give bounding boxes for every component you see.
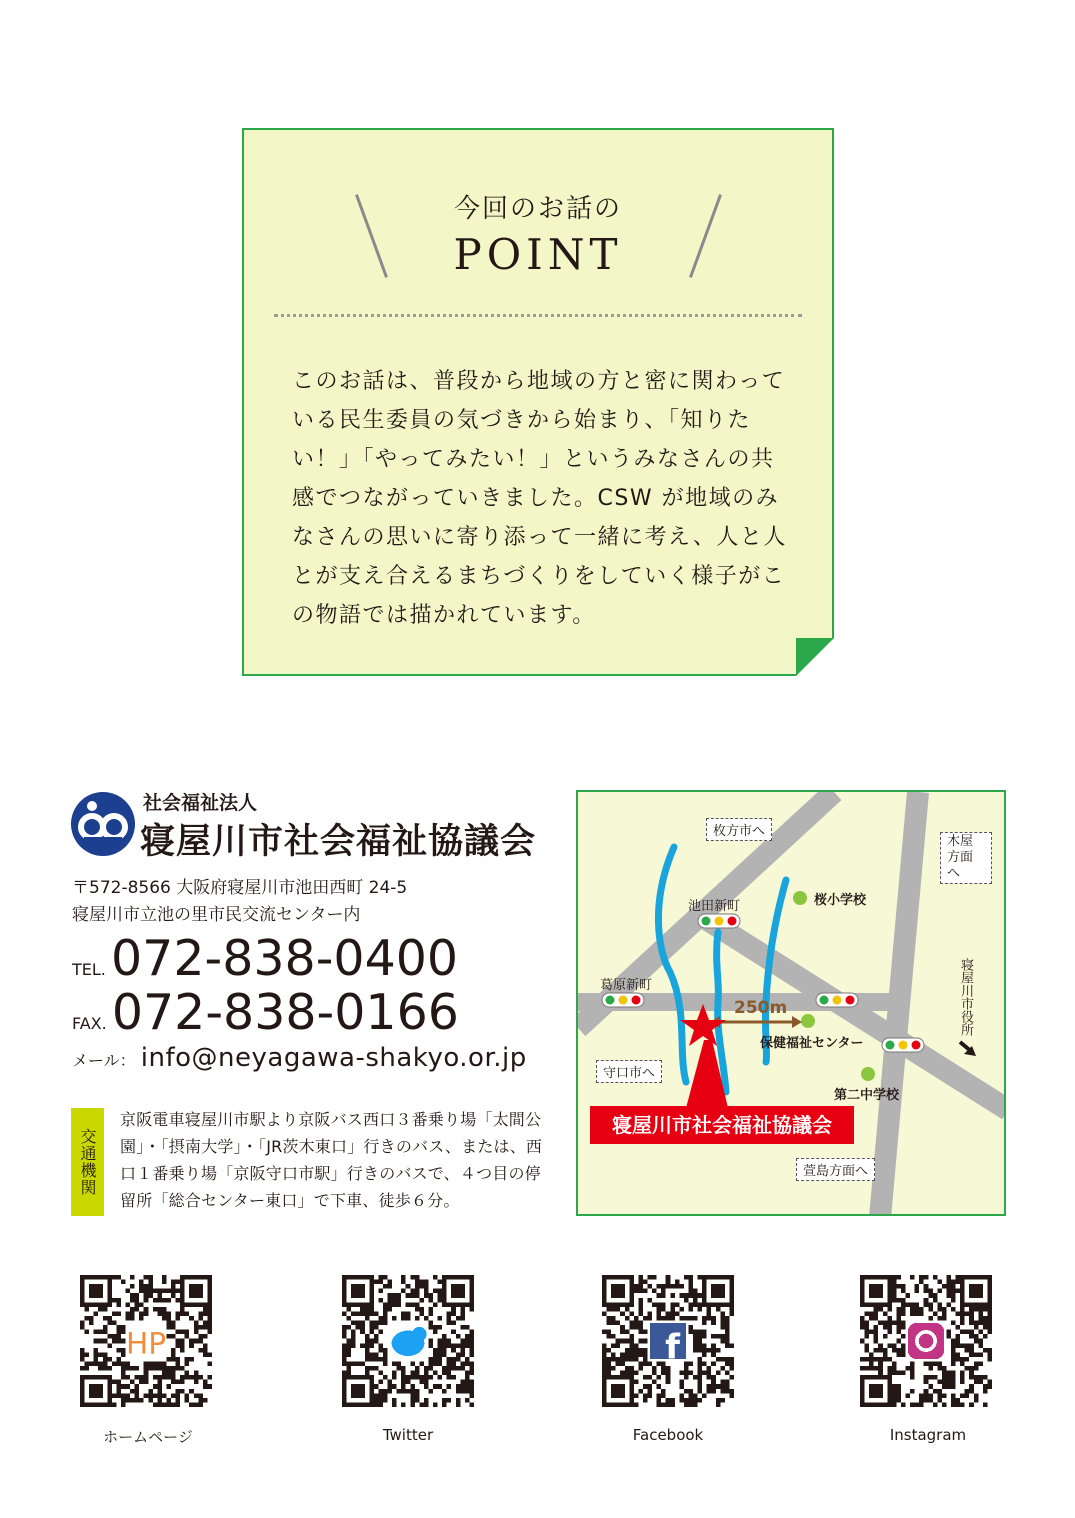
map-label-daini: 第二中学校	[834, 1088, 900, 1103]
qr-code-twitter[interactable]	[342, 1275, 474, 1407]
tel-label: TEL.	[72, 960, 106, 979]
traffic-light-icon	[816, 993, 858, 1007]
svg-text:f: f	[665, 1327, 680, 1368]
organization-logo	[70, 791, 136, 857]
map-label-hirakata: 枚方市へ	[706, 818, 772, 841]
point-subtitle: 今回のお話の	[453, 194, 622, 224]
mail-row	[72, 1043, 527, 1073]
map-label-kuzuhara: 葛原新町	[600, 978, 653, 993]
point-title: POINT	[453, 230, 623, 279]
map-label-ikedashinmachi: 池田新町	[688, 899, 741, 914]
center-marker	[801, 1014, 815, 1028]
school-marker	[861, 1067, 875, 1081]
traffic-light-icon	[698, 914, 740, 928]
dotted-divider	[274, 314, 802, 317]
fax-number: 072-838-0166	[111, 984, 459, 1041]
tel-number[interactable]: 072-838-0400	[110, 930, 459, 987]
fax-row	[72, 984, 459, 1041]
twitter-icon	[388, 1321, 429, 1362]
tel-row	[72, 930, 458, 987]
qr-code-instagram[interactable]	[860, 1275, 992, 1407]
qr-label: Twitter	[382, 1426, 434, 1444]
fax-label: FAX.	[72, 1014, 107, 1033]
qr-code-facebook[interactable]	[602, 1275, 734, 1407]
mail-address[interactable]: info@neyagawa-shakyo.or.jp	[140, 1043, 527, 1073]
school-marker	[793, 891, 807, 905]
qr-label: Instagram	[889, 1426, 967, 1444]
traffic-light-icon	[882, 1038, 924, 1052]
org-name: 寝屋川市社会福祉協議会	[140, 822, 537, 862]
instagram-icon	[906, 1321, 947, 1362]
qr-label: ホームページ	[103, 1428, 193, 1446]
svg-text:HP: HP	[125, 1326, 167, 1361]
point-body: このお話は、普段から地域の方と密に関わっている民生委員の気づきから始まり、「知りたい！」「やってみたい！」というみなさんの共感でつながっていきました。CSW が地域のみなさんの思いに寄り添って一緒に考え、人と人とが支え合えるまちづくりをしていく様子がこの物語では描かれています。	[292, 369, 787, 628]
org-type: 社会福祉法人	[143, 792, 258, 814]
map-label-sakura: 桜小学校	[814, 893, 867, 908]
address-line: 〒572-8566 大阪府寝屋川市池田西町 24-5	[72, 878, 408, 898]
map-distance: 250m	[734, 998, 788, 1018]
transit-tag: 交通機関	[71, 1108, 104, 1216]
map-label-hoken: 保健福祉センター	[760, 1036, 864, 1051]
transit-text: 京阪電車寝屋川市駅より京阪バス西口３番乗り場「太間公園」・「摂南大学」・「JR茨木東口」行きのバス、または、西口１番乗り場「京阪守口市駅」行きのバスで、４つ目の停留所「総合センター東口」で下車、徒歩６分。	[120, 1110, 543, 1210]
map-destination: 寝屋川市社会福祉協議会	[590, 1106, 854, 1144]
address-line: 寝屋川市立池の里市民交流センター内	[72, 905, 361, 925]
traffic-light-icon	[602, 993, 644, 1007]
qr-code-hp[interactable]	[80, 1275, 212, 1407]
map-label-kiya: 木屋方面へ	[940, 832, 992, 884]
map-label-cityhall: 寝屋川市役所	[958, 958, 973, 1036]
map-label-moriguchi: 守口市へ	[596, 1060, 662, 1083]
facebook-icon	[648, 1321, 689, 1368]
hp-icon	[126, 1321, 167, 1362]
point-box	[242, 128, 834, 676]
folded-corner-icon	[796, 638, 834, 676]
mail-label: メール：	[72, 1051, 136, 1070]
map-label-kayashima: 萱島方面へ	[796, 1158, 875, 1181]
org-address	[72, 875, 407, 929]
qr-label: Facebook	[632, 1426, 704, 1444]
access-map	[576, 790, 1006, 1216]
